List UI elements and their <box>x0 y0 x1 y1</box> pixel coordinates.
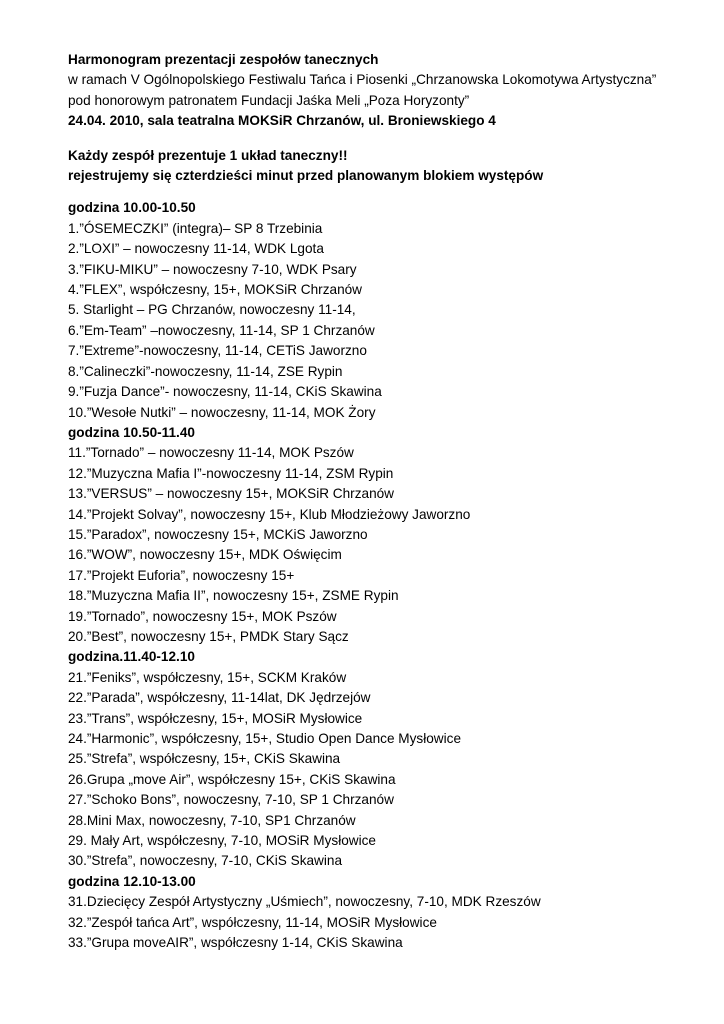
performance-entry: 16.”WOW”, nowoczesny 15+, MDK Oświęcim <box>68 547 342 563</box>
performance-entry: 33.”Grupa moveAIR”, współczesny 1-14, CKiS Skawina <box>68 935 403 951</box>
performance-entry: 31.Dziecięcy Zespół Artystyczny „Uśmiech”, nowoczesny, 7-10, MDK Rzeszów <box>68 894 541 910</box>
notice-line-2: rejestrujemy się czterdzieści minut przed planowanym blokiem występów <box>68 168 544 184</box>
notice <box>68 146 708 187</box>
spacer <box>68 132 708 146</box>
festival-line: w ramach V Ogólnopolskiego Festiwalu Tańca i Piosenki „Chrzanowska Lokomotywa Artystyczna” <box>68 72 657 88</box>
block-time-heading: godzina 12.10-13.00 <box>68 873 196 889</box>
block-time-heading: godzina.11.40-12.10 <box>68 649 195 665</box>
schedule-block <box>68 872 708 954</box>
performance-entry: 26.Grupa „move Air”, współczesny 15+, CKiS Skawina <box>68 771 396 787</box>
performance-entry: 15.”Paradox”, nowoczesny 15+, MCKiS Jaworzno <box>68 526 368 542</box>
date-venue-line: 24.04. 2010, sala teatralna MOKSiR Chrzanów, ul. Broniewskiego 4 <box>68 113 496 129</box>
performance-entry: 29. Mały Art, współczesny, 7-10, MOSiR Mysłowice <box>68 833 376 849</box>
performance-entry: 13.”VERSUS” – nowoczesny 15+, MOKSiR Chrzanów <box>68 486 395 502</box>
performance-entry: 24.”Harmonic”, współczesny, 15+, Studio Open Dance Mysłowice <box>68 731 462 746</box>
performance-entry: 30.”Strefa”, nowoczesny, 7-10, CKiS Skawina <box>68 853 343 869</box>
block-time-heading: godzina 10.50-11.40 <box>68 424 195 440</box>
performance-entry: 1.”ÓSEMECZKI” (integra)– SP 8 Trzebinia <box>68 220 323 236</box>
performance-entry: 8.”Calineczki”-nowoczesny, 11-14, ZSE Rypin <box>68 363 343 379</box>
performance-entry: 7.”Extreme”-nowoczesny, 11-14, CETiS Jaworzno <box>68 343 367 359</box>
performance-entry: 9.”Fuzja Dance”- nowoczesny, 11-14, CKiS Skawina <box>68 384 382 400</box>
document-header <box>68 50 708 132</box>
performance-entry: 19.”Tornado”, nowoczesny 15+, MOK Pszów <box>68 608 337 624</box>
performance-entry: 11.”Tornado” – nowoczesny 11-14, MOK Pszów <box>68 445 354 461</box>
schedule-block <box>68 423 708 647</box>
patronage-line: pod honorowym patronatem Fundacji Jaśka Meli „Poza Horyzonty” <box>68 92 470 108</box>
performance-entry: 21.”Feniks”, współczesny, 15+, SCKM Kraków <box>68 669 347 685</box>
performance-entry: 6.”Em-Team” –nowoczesny, 11-14, SP 1 Chrzanów <box>68 322 375 338</box>
performance-entry: 10.”Wesołe Nutki” – nowoczesny, 11-14, MOK Żory <box>68 404 376 420</box>
document-body <box>68 50 708 953</box>
performance-entry: 27.”Schoko Bons”, nowoczesny, 7-10, SP 1 Chrzanów <box>68 792 394 808</box>
notice-line-1: Każdy zespół prezentuje 1 układ taneczny!! <box>68 147 348 163</box>
spacer <box>68 186 708 198</box>
performance-entry: 22.”Parada”, współczesny, 11-14lat, DK Jędrzejów <box>68 690 371 706</box>
schedule-block <box>68 198 708 422</box>
performance-entry: 3.”FIKU-MIKU” – nowoczesny 7-10, WDK Psary <box>68 261 357 277</box>
performance-entry: 25.”Strefa”, współczesny, 15+, CKiS Skawina <box>68 751 341 767</box>
performance-entry: 2.”LOXI” – nowoczesny 11-14, WDK Lgota <box>68 241 324 257</box>
performance-entry: 23.”Trans”, współczesny, 15+, MOSiR Mysłowice <box>68 710 363 726</box>
performance-entry: 14.”Projekt Solvay”, nowoczesny 15+, Klub Młodzieżowy Jaworzno <box>68 506 471 522</box>
schedule <box>68 198 708 953</box>
performance-entry: 4.”FLEX”, współczesny, 15+, MOKSiR Chrzanów <box>68 282 363 298</box>
document-title: Harmonogram prezentacji zespołów tanecznych <box>68 52 379 67</box>
performance-entry: 18.”Muzyczna Mafia II”, nowoczesny 15+, ZSME Rypin <box>68 588 399 604</box>
block-time-heading: godzina 10.00-10.50 <box>68 200 196 216</box>
performance-entry: 12.”Muzyczna Mafia I”-nowoczesny 11-14, ZSM Rypin <box>68 465 394 481</box>
schedule-block <box>68 647 708 871</box>
performance-entry: 17.”Projekt Euforia”, nowoczesny 15+ <box>68 567 295 583</box>
performance-entry: 32.”Zespół tańca Art”, współczesny, 11-14, MOSiR Mysłowice <box>68 914 437 930</box>
performance-entry: 20.”Best”, nowoczesny 15+, PMDK Stary Sącz <box>68 628 349 644</box>
performance-entry: 28.Mini Max, nowoczesny, 7-10, SP1 Chrzanów <box>68 812 356 828</box>
performance-entry: 5. Starlight – PG Chrzanów, nowoczesny 11-14, <box>68 302 356 318</box>
